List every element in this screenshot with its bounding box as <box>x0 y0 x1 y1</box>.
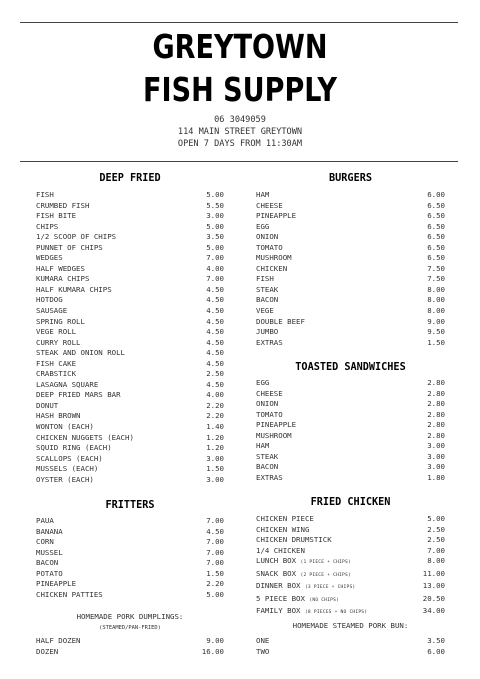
menu-item-name: HASH BROWN <box>36 411 81 421</box>
menu-item-price: 4.50 <box>206 284 224 294</box>
fritters-list <box>36 516 224 600</box>
menu-item-name: FISH CAKE <box>36 358 77 368</box>
menu-item-name: JUMBO <box>256 327 279 337</box>
menu-item <box>256 473 445 484</box>
menu-item-name: SCALLOPS (EACH) <box>36 453 103 463</box>
menu-item-name: BACON <box>256 462 279 472</box>
menu-item-name: MUSHROOM <box>256 430 292 440</box>
menu-item-price: 3.00 <box>206 474 224 484</box>
menu-item <box>256 253 445 264</box>
section-title-fried-chicken: FRIED CHICKEN <box>310 497 391 508</box>
menu-item-price: 9.00 <box>206 636 224 645</box>
menu-item-price: 6.50 <box>427 232 445 242</box>
menu-item-price: 6.00 <box>427 190 445 199</box>
menu-item-name: CHICKEN PIECE <box>256 514 314 523</box>
menu-item-price: 3.00 <box>427 441 445 451</box>
menu-item-price: 1.40 <box>206 422 224 432</box>
menu-item-price: 6.50 <box>427 242 445 252</box>
menu-item-price: 3.00 <box>206 453 224 463</box>
menu-item <box>256 232 445 243</box>
menu-item <box>256 606 445 619</box>
menu-item-name: FISH BITE <box>36 211 77 221</box>
steamed-bun-list <box>256 636 445 657</box>
menu-item-name: PAUA <box>36 516 54 525</box>
menu-item-price: 7.00 <box>427 545 445 555</box>
menu-item <box>256 420 445 431</box>
section-title-fritters: FRITTERS <box>105 500 155 511</box>
menu-item-price: 3.50 <box>427 636 445 645</box>
menu-item-price: 4.50 <box>206 327 224 337</box>
menu-item-name: WEDGES <box>36 253 63 263</box>
menu-item <box>256 285 445 296</box>
menu-item <box>256 441 445 452</box>
menu-item <box>256 327 445 338</box>
menu-item <box>36 327 224 338</box>
menu-item <box>36 264 224 275</box>
menu-item-name: PINEAPPLE <box>36 579 77 589</box>
menu-item-name: VEGE ROLL <box>36 327 77 337</box>
menu-item-note: (NO CHIPS) <box>309 597 340 603</box>
menu-item-price: 5.50 <box>206 200 224 210</box>
menu-item-name: LUNCH BOX <box>256 556 297 566</box>
menu-item-price: 7.00 <box>206 516 224 525</box>
menu-item <box>36 548 224 559</box>
menu-item-price: 2.20 <box>206 579 224 589</box>
menu-item <box>256 594 445 607</box>
menu-item-name: BACON <box>36 558 59 568</box>
menu-item-price: 1.50 <box>427 337 445 347</box>
menu-item <box>36 222 224 233</box>
menu-item-note: (8 PIECES + NO CHIPS) <box>304 610 368 616</box>
menu-item-name: CRABSTICK <box>36 369 77 379</box>
menu-item-name: STEAK AND ONION ROLL <box>36 348 125 358</box>
dumplings-heading: HOMEMADE PORK DUMPLINGS: <box>76 612 184 621</box>
menu-item <box>256 211 445 222</box>
menu-item <box>36 348 224 359</box>
menu-item-name: BANANA <box>36 526 63 536</box>
menu-item-name: FISH <box>36 190 54 199</box>
menu-item-price: 1.20 <box>206 443 224 453</box>
menu-item <box>36 380 224 391</box>
menu-item-price: 20.50 <box>422 593 445 603</box>
menu-item <box>256 452 445 463</box>
menu-item-name: WONTON (EACH) <box>36 422 94 432</box>
menu-item-name: CHEESE <box>256 388 283 398</box>
menu-item-name: HAM <box>256 441 270 451</box>
menu-item-name: SPRING ROLL <box>36 316 85 326</box>
menu-item <box>256 378 445 389</box>
menu-item <box>256 535 445 546</box>
menu-item <box>256 431 445 442</box>
menu-item-price: 7.50 <box>427 263 445 273</box>
menu-item-name: CHICKEN NUGGETS (EACH) <box>36 432 134 442</box>
menu-item-price: 8.00 <box>427 295 445 305</box>
menu-item-name: CRUMBED FISH <box>36 200 90 210</box>
menu-item-name: DOUBLE BEEF <box>256 316 305 326</box>
shop-title-line2: FISH SUPPLY <box>143 70 337 109</box>
menu-item <box>36 274 224 285</box>
menu-item-note: (2 PIECE + CHIPS) <box>300 572 351 578</box>
menu-item-price: 2.80 <box>427 378 445 387</box>
menu-item-price: 6.50 <box>427 221 445 231</box>
menu-item <box>36 516 224 527</box>
menu-item-price: 5.00 <box>206 190 224 199</box>
menu-item <box>36 401 224 412</box>
menu-item <box>36 390 224 401</box>
menu-item <box>36 411 224 422</box>
menu-item-price: 2.80 <box>427 409 445 419</box>
dumplings-note: (STEAMED/PAN-FRIED) <box>99 625 161 631</box>
menu-item <box>36 636 224 647</box>
menu-item-price: 4.50 <box>206 358 224 368</box>
menu-item <box>256 306 445 317</box>
menu-item <box>256 190 445 201</box>
menu-item <box>256 222 445 233</box>
menu-item-name: 1/2 SCOOP OF CHIPS <box>36 232 117 242</box>
menu-item-name: OYSTER (EACH) <box>36 474 94 484</box>
menu-item-price: 2.50 <box>427 524 445 534</box>
shop-phone: 06 3049059 <box>214 115 266 125</box>
menu-item-name: CURRY ROLL <box>36 337 81 347</box>
toasted-sandwiches-list <box>256 378 445 483</box>
menu-item <box>256 389 445 400</box>
menu-item <box>36 527 224 538</box>
menu-item-price: 1.20 <box>206 432 224 442</box>
menu-item-name: EGG <box>256 221 270 231</box>
menu-item <box>256 525 445 536</box>
menu-item-price: 2.80 <box>427 430 445 440</box>
menu-item-price: 7.00 <box>206 558 224 568</box>
menu-item <box>36 338 224 349</box>
shop-hours: OPEN 7 DAYS FROM 11:30AM <box>177 139 303 149</box>
menu-item <box>36 243 224 254</box>
menu-item <box>36 201 224 212</box>
menu-item <box>256 556 445 569</box>
menu-item <box>256 201 445 212</box>
menu-item-name: TOMATO <box>256 409 283 419</box>
menu-item <box>256 295 445 306</box>
menu-item-name: DINNER BOX <box>256 581 301 591</box>
menu-item <box>256 546 445 557</box>
header-bottom-rule <box>20 161 458 162</box>
menu-item-price: 3.00 <box>427 462 445 472</box>
menu-item-name: FAMILY BOX <box>256 606 301 616</box>
menu-item-name: BACON <box>256 295 279 305</box>
menu-item <box>256 399 445 410</box>
menu-item-price: 6.50 <box>427 211 445 221</box>
menu-item-price: 2.50 <box>427 535 445 545</box>
menu-item-name: ONE <box>256 636 270 645</box>
menu-item-price: 7.00 <box>206 547 224 557</box>
section-title-toasted-sandwiches: TOASTED SANDWICHES <box>295 362 406 373</box>
menu-item-name: 1/4 CHICKEN <box>256 545 305 555</box>
menu-item-name: SNACK BOX <box>256 568 297 578</box>
menu-item <box>36 579 224 590</box>
menu-item <box>256 274 445 285</box>
menu-item-name: MUSHROOM <box>256 253 292 263</box>
menu-item-price: 4.50 <box>206 306 224 316</box>
menu-item-price: 9.00 <box>427 316 445 326</box>
menu-item <box>256 581 445 594</box>
menu-item-name: CHEESE <box>256 200 283 210</box>
menu-item-name: HALF DOZEN <box>36 636 81 645</box>
menu-item-price: 2.20 <box>206 400 224 410</box>
burgers-list <box>256 190 445 348</box>
section-title-deep-fried: DEEP FRIED <box>99 173 161 184</box>
menu-item-name: TWO <box>256 646 270 656</box>
menu-item <box>36 190 224 201</box>
menu-item-name: DONUT <box>36 400 59 410</box>
menu-item-name: SQUID RING (EACH) <box>36 443 112 453</box>
menu-item-name: HALF WEDGES <box>36 263 85 273</box>
menu-item-name: CHICKEN <box>256 263 288 273</box>
menu-item-price: 4.50 <box>206 526 224 536</box>
menu-item-price: 2.20 <box>206 411 224 421</box>
menu-item-price: 4.50 <box>206 295 224 305</box>
menu-item-price: 4.50 <box>206 316 224 326</box>
menu-item <box>36 558 224 569</box>
menu-item-name: CHIPS <box>36 221 59 231</box>
menu-item <box>256 462 445 473</box>
menu-item <box>256 647 445 658</box>
menu-item <box>36 306 224 317</box>
menu-item-name: KUMARA CHIPS <box>36 274 90 284</box>
menu-item <box>256 569 445 582</box>
menu-item-price: 6.00 <box>427 646 445 656</box>
menu-item-price: 4.50 <box>206 337 224 347</box>
menu-item <box>256 243 445 254</box>
menu-item <box>36 211 224 222</box>
deep-fried-list <box>36 190 224 485</box>
menu-item-name: PINEAPPLE <box>256 211 297 221</box>
menu-item-name: CORN <box>36 537 54 547</box>
menu-item-note: (3 PIECE + CHIPS) <box>304 585 356 591</box>
menu-item <box>36 433 224 444</box>
menu-item <box>36 295 224 306</box>
menu-item-name: LASAGNA SQUARE <box>36 379 99 389</box>
menu-item-name: DEEP FRIED MARS BAR <box>36 390 121 400</box>
menu-item-name: POTATO <box>36 568 63 578</box>
menu-item-price: 4.00 <box>206 263 224 273</box>
menu-item-price: 1.50 <box>206 568 224 578</box>
menu-item-price: 9.50 <box>427 327 445 337</box>
menu-item-price: 8.00 <box>427 284 445 294</box>
dumplings-list <box>36 636 224 657</box>
menu-item-price: 3.00 <box>427 451 445 461</box>
menu-item-price: 7.00 <box>206 537 224 547</box>
menu-item <box>36 359 224 370</box>
menu-item-price: 2.80 <box>427 420 445 430</box>
menu-item <box>256 514 445 525</box>
menu-item-price: 8.00 <box>427 556 445 566</box>
menu-item-name: MUSSELS (EACH) <box>36 464 99 474</box>
section-title-burgers: BURGERS <box>329 173 372 184</box>
menu-item-price: 7.00 <box>206 274 224 284</box>
menu-item <box>36 232 224 243</box>
menu-item-price: 2.50 <box>206 369 224 379</box>
menu-item-price: 6.50 <box>427 253 445 263</box>
menu-item-name: MUSSEL <box>36 547 63 557</box>
menu-item-price: 4.00 <box>206 390 224 400</box>
menu-item <box>36 537 224 548</box>
fried-chicken-list <box>256 514 445 619</box>
menu-item-price: 6.50 <box>427 200 445 210</box>
menu-item-price: 5.00 <box>427 514 445 523</box>
menu-item-name: ONION <box>256 232 279 242</box>
shop-address: 114 MAIN STREET GREYTOWN <box>177 127 303 137</box>
menu-item <box>36 590 224 601</box>
menu-item <box>36 369 224 380</box>
menu-item-name: CHICKEN PATTIES <box>36 589 103 599</box>
menu-item-name: SAUSAGE <box>36 306 68 316</box>
menu-item-name: HALF KUMARA CHIPS <box>36 284 112 294</box>
menu-item-price: 1.80 <box>427 472 445 482</box>
menu-item-price: 7.00 <box>206 253 224 263</box>
menu-item-price: 13.00 <box>422 581 445 591</box>
menu-item-name: PINEAPPLE <box>256 420 297 430</box>
menu-item <box>256 264 445 275</box>
menu-item-price: 7.50 <box>427 274 445 284</box>
menu-item <box>36 464 224 475</box>
menu-item-name: VEGE <box>256 306 274 316</box>
menu-item-name: HOTDOG <box>36 295 63 305</box>
menu-item <box>36 454 224 465</box>
menu-item-price: 2.80 <box>427 399 445 409</box>
menu-item <box>36 475 224 486</box>
menu-item-name: EXTRAS <box>256 472 283 482</box>
menu-item <box>36 569 224 580</box>
menu-item-price: 5.00 <box>206 589 224 599</box>
menu-item-price: 34.00 <box>422 606 445 616</box>
menu-item <box>36 647 224 658</box>
menu-item-name: CHICKEN DRUMSTICK <box>256 535 332 545</box>
top-rule <box>20 22 458 23</box>
menu-item <box>256 410 445 421</box>
menu-item-name: DOZEN <box>36 646 59 656</box>
menu-item-name: TOMATO <box>256 242 283 252</box>
menu-item <box>256 636 445 647</box>
menu-item-name: FISH <box>256 274 274 284</box>
menu-item-price: 5.00 <box>206 242 224 252</box>
menu-item-name: CHICKEN WING <box>256 524 310 534</box>
menu-item <box>256 338 445 349</box>
menu-item-name: ONION <box>256 399 279 409</box>
menu-item <box>36 443 224 454</box>
menu-item-price: 4.50 <box>206 348 224 358</box>
menu-item-name: EXTRAS <box>256 337 283 347</box>
menu-item <box>256 317 445 328</box>
menu-item-name: STEAK <box>256 451 279 461</box>
menu-item-price: 5.00 <box>206 221 224 231</box>
menu-item-name: 5 PIECE BOX <box>256 593 305 603</box>
menu-item-price: 2.80 <box>427 388 445 398</box>
shop-title-line1: GREYTOWN <box>152 27 328 66</box>
menu-item-name: EGG <box>256 378 270 387</box>
menu-item-price: 3.50 <box>206 232 224 242</box>
menu-item-name: STEAK <box>256 284 279 294</box>
menu-item <box>36 422 224 433</box>
menu-item-price: 16.00 <box>201 646 224 656</box>
menu-item-price: 3.00 <box>206 211 224 221</box>
menu-item <box>36 253 224 264</box>
menu-item-price: 8.00 <box>427 306 445 316</box>
menu-item-note: (1 PIECE + CHIPS) <box>300 560 351 566</box>
menu-item-price: 11.00 <box>422 568 445 578</box>
menu-item-name: HAM <box>256 190 270 199</box>
menu-item <box>36 317 224 328</box>
menu-item-price: 4.50 <box>206 379 224 389</box>
menu-item-name: PUNNET OF CHIPS <box>36 242 103 252</box>
steamed-bun-heading: HOMEMADE STEAMED PORK BUN: <box>292 621 409 630</box>
menu-item <box>36 285 224 296</box>
menu-item-price: 1.50 <box>206 464 224 474</box>
